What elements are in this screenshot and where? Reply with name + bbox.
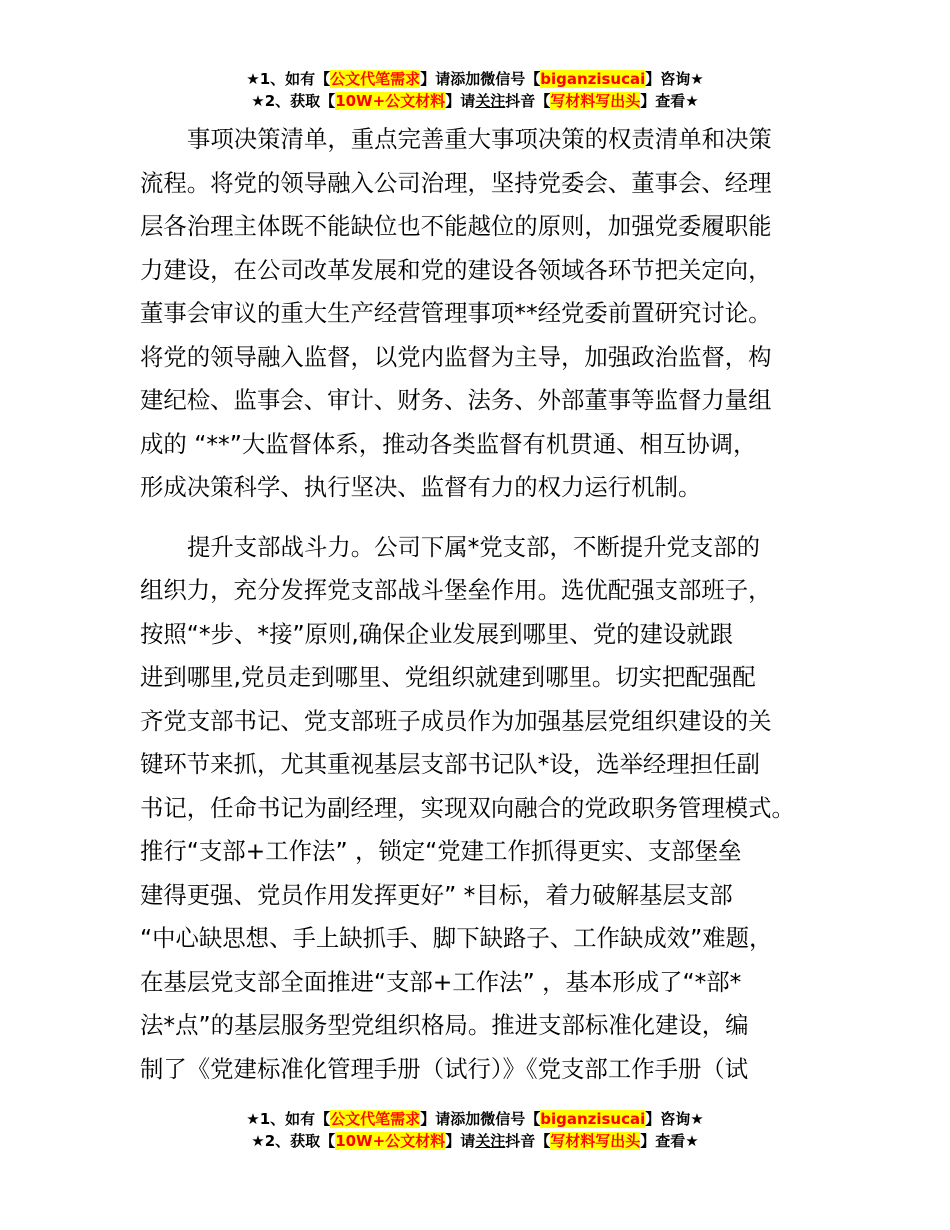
highlight-douyin: 写材料写出头 [550, 92, 641, 110]
text-line: 在基层党支部全面推进“支部+工作法” ，基本形成了“*部* [140, 967, 742, 996]
text-line: 将党的领导融入监督，以党内监督为主导，加强政治监督，构 [140, 342, 772, 371]
text-line: 按照“*步、*接”原则,确保企业发展到哪里、党的建设就跟 [140, 619, 734, 648]
text-line: 建得更强、党员作用发挥更好” *目标，着力破解基层支部 [140, 880, 733, 909]
banner-line-2: ★2、获取【10W+公文材料】请关注抖音【写材料写出头】查看★ [251, 92, 699, 110]
text-line: 进到哪里,党员走到哪里、党组织就建到哪里。切实把配强配 [140, 663, 756, 691]
highlight-douyin: 写材料写出头 [550, 1132, 641, 1150]
document-body [140, 118, 830, 1091]
text-line: 事项决策清单，重点完善重大事项决策的权责清单和决策 [187, 125, 772, 153]
footer-banner [0, 1108, 950, 1152]
highlight-service: 公文代笔需求 [330, 1110, 421, 1128]
header-banner [0, 68, 950, 112]
banner-line-1: ★1、如有【公文代笔需求】请添加微信号【biganzisucai】咨询★ [246, 70, 704, 88]
highlight-materials: 10W+公文材料 [335, 92, 446, 110]
text-line: 推行“支部+工作法” ，锁定“党建工作抓得更实、支部堡垒 [140, 837, 742, 865]
highlight-service: 公文代笔需求 [330, 70, 421, 88]
text-line: 齐党支部书记、党支部班子成员作为加强基层党组织建设的关 [140, 706, 772, 735]
text-line: 层各治理主体既不能缺位也不能越位的原则，加强党委履职能 [140, 212, 772, 240]
text-line: 书记，任命书记为副经理，实现双向融合的党政职务管理模式。 [140, 793, 795, 822]
highlight-materials: 10W+公文材料 [335, 1132, 446, 1150]
highlight-wechat-id: biganzisucai [540, 1110, 646, 1128]
text-line: 提升支部战斗力。公司下属*党支部，不断提升党支部的 [187, 532, 761, 561]
paragraph-1 [140, 118, 830, 510]
banner-line-2: ★2、获取【10W+公文材料】请关注抖音【写材料写出头】查看★ [251, 1132, 699, 1150]
banner-line-1: ★1、如有【公文代笔需求】请添加微信号【biganzisucai】咨询★ [246, 1110, 704, 1128]
underlined-follow: 关注 [475, 1132, 506, 1150]
text-line: 形成决策科学、执行坚决、监督有力的权力运行机制。 [140, 473, 702, 501]
paragraph-2 [140, 526, 830, 1092]
text-line: 董事会审议的重大生产经营管理事项**经党委前置研究讨论。 [140, 299, 772, 327]
text-line: “中心缺思想、手上缺抓手、脚下缺路子、工作缺成效”难题， [140, 924, 773, 952]
text-line: 流程。将党的领导融入公司治理，坚持党委会、董事会、经理 [140, 168, 772, 197]
underlined-follow: 关注 [475, 92, 506, 110]
text-line: 制了《党建标准化管理手册（试行）》《党支部工作手册（试 [140, 1054, 749, 1083]
text-line: 力建设，在公司改革发展和党的建设各领域各环节把关定向， [140, 255, 772, 284]
text-line: 键环节来抓，尤其重视基层支部书记队*设，选举经理担任副 [140, 750, 760, 778]
text-line: 法*点”的基层服务型党组织格局。推进支部标准化建设，编 [140, 1011, 749, 1039]
text-line: 成的 “**”大监督体系，推动各类监督有机贯通、相互协调， [140, 429, 757, 458]
highlight-wechat-id: biganzisucai [540, 70, 646, 88]
text-line: 建纪检、监事会、审计、财务、法务、外部董事等监督力量组 [140, 386, 772, 414]
text-line: 组织力，充分发挥党支部战斗堡垒作用。选优配强支部班子， [140, 576, 772, 604]
